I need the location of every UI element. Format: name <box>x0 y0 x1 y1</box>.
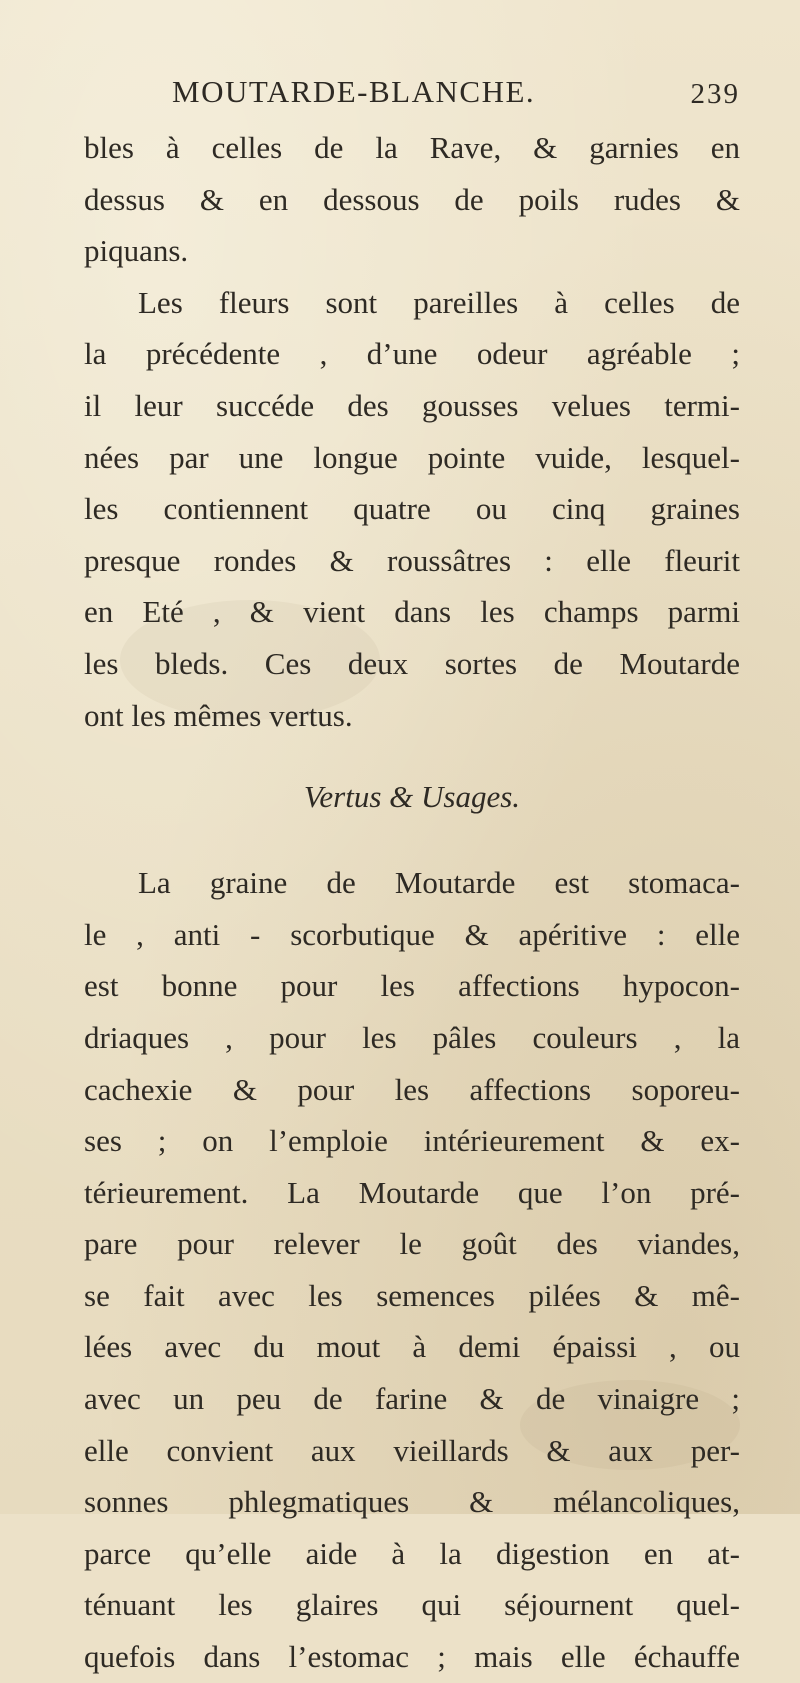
text-line: les contiennent quatre ou cinq graines <box>84 491 740 527</box>
text-line: quefois dans l’estomac ; mais elle échauffe <box>84 1639 740 1675</box>
text-line: il leur succéde des gousses velues termi- <box>84 387 740 423</box>
page-text <box>84 70 740 1683</box>
paragraph-3 <box>84 857 740 1683</box>
text-line: parce qu’elle aide à la digestion en at- <box>84 1535 740 1571</box>
text-line: elle convient aux vieillards & aux per- <box>84 1432 740 1468</box>
text-line: les bleds. Ces deux sortes de Moutarde <box>84 645 740 681</box>
text-line: en Eté , & vient dans les champs parmi <box>84 594 740 630</box>
text-line: lées avec du mout à demi épaissi , ou <box>84 1329 740 1365</box>
paragraph-2 <box>84 277 740 741</box>
text-line: nées par une longue pointe vuide, lesquel- <box>84 439 740 475</box>
text-line: presque rondes & roussâtres : elle fleurit <box>84 542 740 578</box>
page-header <box>84 70 740 122</box>
text-line: ont les mêmes vertus. <box>84 697 353 733</box>
section-title: Vertus & Usages. <box>303 779 521 815</box>
text-line: est bonne pour les affections hypocon- <box>84 968 740 1004</box>
text-line: ténuant les glaires qui séjournent quel- <box>84 1587 740 1623</box>
text-line: bles à celles de la Rave, & garnies en <box>84 130 740 165</box>
text-line: Les fleurs sont pareilles à celles de <box>138 284 740 320</box>
text-line: La graine de Moutarde est stomaca- <box>138 865 740 901</box>
text-line: driaques , pour les pâles couleurs , la <box>84 1019 740 1055</box>
text-line: la précédente , d’une odeur agréable ; <box>84 336 740 372</box>
text-line: pare pour relever le goût des viandes, <box>84 1226 740 1262</box>
page-number: 239 <box>690 78 740 110</box>
text-line: piquans. <box>84 233 189 269</box>
text-line: le , anti - scorbutique & apéritive : elle <box>84 916 740 952</box>
text-line: ses ; on l’emploie intérieurement & ex- <box>84 1123 740 1159</box>
text-line: avec un peu de farine & de vinaigre ; <box>84 1381 740 1417</box>
text-line: sonnes phlegmatiques & mélancoliques, <box>84 1484 740 1520</box>
paragraph-1 <box>84 122 740 277</box>
text-line: térieurement. La Moutarde que l’on pré- <box>84 1174 740 1210</box>
text-line: se fait avec les semences pilées & mê- <box>84 1277 740 1313</box>
text-line: cachexie & pour les affections soporeu- <box>84 1071 740 1107</box>
text-line: dessus & en dessous de poils rudes & <box>84 181 740 217</box>
running-head: MOUTARDE-BLANCHE. <box>172 74 536 109</box>
section-gap <box>84 843 740 857</box>
